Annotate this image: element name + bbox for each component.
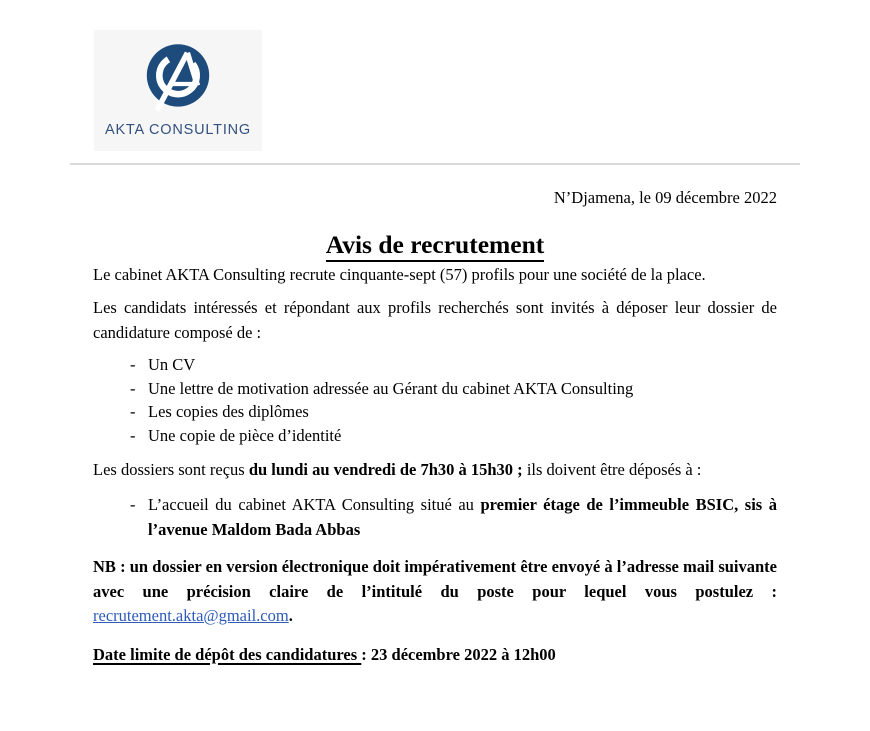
nb-paragraph xyxy=(93,555,777,629)
intro-paragraph: Le cabinet AKTA Consulting recrute cinquante-sept (57) profils pour une société de la place. xyxy=(93,265,706,284)
hours-suffix: ils doivent être déposés à : xyxy=(522,460,702,479)
list-item-text: Les copies des diplômes xyxy=(148,402,309,421)
list-item xyxy=(93,424,777,448)
dash-bullet-icon: - xyxy=(130,378,136,398)
dash-bullet-icon: - xyxy=(130,495,136,514)
list-item xyxy=(93,400,777,424)
candidates-paragraph: Les candidats intéressés et répondant aux profils recherchés sont invités à déposer leur dossier de candidature composé de : xyxy=(93,298,777,342)
deadline-value: : 23 décembre 2022 à 12h00 xyxy=(361,644,556,664)
document-content xyxy=(0,30,870,667)
akta-monogram-icon xyxy=(139,38,217,116)
list-item-text: Une copie de pièce d’identité xyxy=(148,425,342,445)
location-prefix: L’accueil du cabinet AKTA Consulting situé au xyxy=(148,495,481,514)
list-item-text: Un CV xyxy=(148,355,196,374)
dossier-items-list xyxy=(93,353,777,447)
dash-bullet-icon: - xyxy=(130,355,136,374)
dateline: N’Djamena, le 09 décembre 2022 xyxy=(553,188,777,207)
company-logo xyxy=(94,30,262,151)
dash-bullet-icon: - xyxy=(130,425,136,445)
location-bold: premier étage de l’immeuble BSIC, sis à l’avenue Maldom Bada Abbas xyxy=(148,495,777,539)
company-name: AKTA CONSULTING xyxy=(104,122,251,138)
hours-bold: du lundi au vendredi de 7h30 à 15h30 ; xyxy=(248,460,523,479)
list-item-text: Une lettre de motivation adressée au Gérant du cabinet AKTA Consulting xyxy=(148,378,634,398)
nb-text: NB : un dossier en version électronique doit impérativement être envoyé à l’adresse mail suivante avec une précision claire de l’intitulé du poste pour lequel vous postulez : xyxy=(93,557,777,601)
hours-paragraph xyxy=(93,457,777,482)
recruitment-notice-document xyxy=(0,30,870,731)
deadline-label: Date limite de dépôt des candidatures xyxy=(93,644,362,664)
list-item xyxy=(93,353,777,377)
dash-bullet-icon: - xyxy=(130,402,136,421)
hours-prefix: Les dossiers sont reçus xyxy=(93,460,249,479)
page-title-text: Avis de recrutement xyxy=(326,230,545,262)
list-item xyxy=(93,492,777,542)
email-link[interactable]: recrutement.akta@gmail.com xyxy=(93,606,289,625)
nb-period: . xyxy=(288,606,293,625)
page-title xyxy=(93,225,777,262)
deadline-line xyxy=(93,642,777,667)
deposit-location-list xyxy=(93,492,777,542)
header-divider xyxy=(70,163,800,165)
list-item xyxy=(93,377,777,401)
